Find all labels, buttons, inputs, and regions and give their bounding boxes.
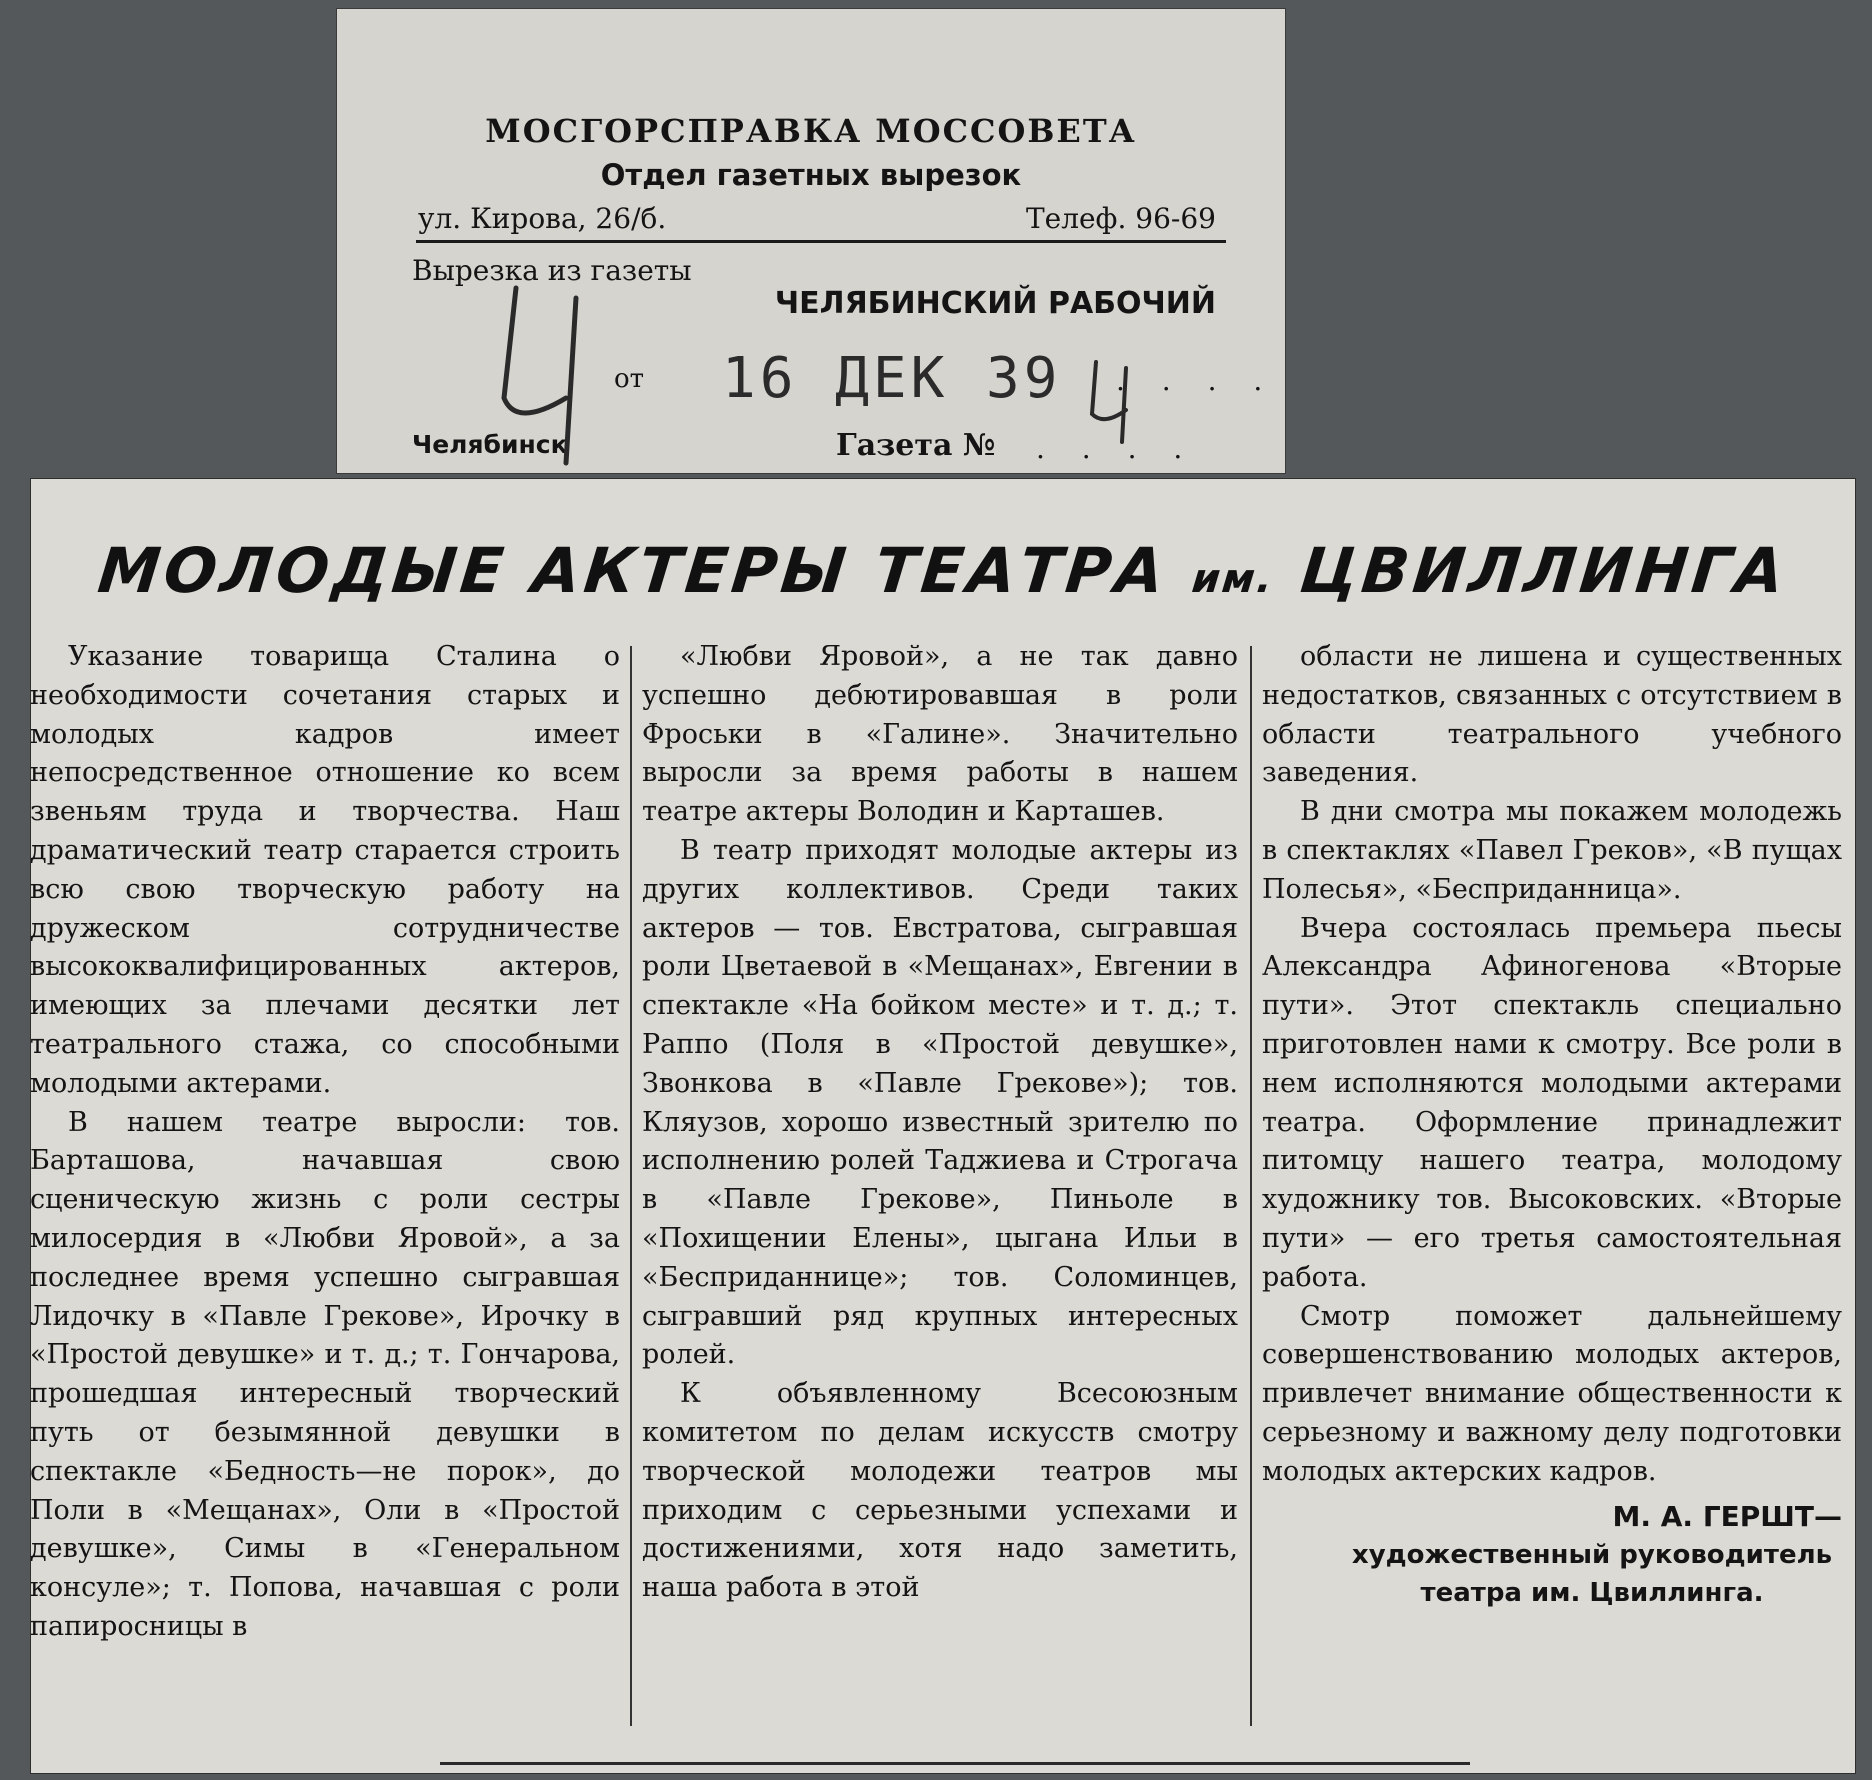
article-column-2 [642, 638, 1238, 1608]
headline-main: МОЛОДЫЕ АКТЕРЫ ТЕАТРА [94, 534, 1197, 607]
author-title: художественный руководитель театра им. Цвиллинга. [1351, 1539, 1833, 1608]
paragraph: В дни смотра мы покажем молодежь в спектаклях «Павел Греков», «В пущах Полесья», «Бесприданница». [1262, 796, 1842, 905]
author-name: М. А. ГЕРШТ— [1612, 1499, 1842, 1533]
paragraph: К объявленному Всесоюзным комитетом по делам искусств смотру творческой молодежи театров мы приходим с серьезными успехами и достижениями, хотя надо заметить, наша работа в этой [642, 1378, 1238, 1604]
date-stamp: 16 ДЕК 39 [722, 346, 1062, 411]
paragraph: Указание товарища Сталина о необходимости сочетания старых и молодых кадров имеет непосредственное отношение ко всем звеньям труда и творчества. Наш драматический театр старается строить всю свою творческую работу на дружеском сотрудничестве высококвалифицированных актеров, имеющих за плечами десятки лет театрального стажа, со способными молодыми актерами. [30, 641, 620, 1099]
bureau-phone: Телеф. 96-69 [1025, 202, 1216, 235]
cutting-from-label: Вырезка из газеты [412, 254, 692, 287]
bureau-address: ул. Кирова, 26/б. [418, 202, 667, 235]
department-name: Отдел газетных вырезок [600, 158, 1022, 192]
newspaper-clipping [30, 478, 1856, 1774]
date-dots: . . . . [1116, 364, 1277, 397]
from-label: от [614, 364, 645, 394]
paragraph: В театр приходят молодые актеры из других коллективов. Среди таких актеров — тов. Евстратова, сыгравшая роли Цветаевой в «Мещанах», Евгении в спектакле «На бойком месте» и т. д.; т. Раппо (Поля в «Простой девушке», Звонкова в «Павле Грекове»); тов. Кляузов, хорошо известный зрителю по исполнению ролей Таджиева и Строгача в «Павле Грекове», Пиньоле в «Похищении Елены», цыгана Ильи в «Бесприданнице»; тов. Соломинцев, сыгравший ряд крупных интересных ролей. [642, 834, 1238, 1371]
article-column-3 [1262, 638, 1842, 1612]
city-name: Челябинск [412, 430, 568, 459]
bottom-rule [440, 1762, 1470, 1765]
clipping-label-card [336, 8, 1286, 474]
handwritten-mark [496, 278, 606, 468]
column-divider [630, 646, 632, 1726]
paragraph: В нашем театре выросли: тов. Барташова, начавшая свою сценическую жизнь с роли сестры милосердия в «Любви Яровой», а за последнее время успешно сыгравшая Лидочку в «Павле Грекове», Ирочку в «Простой девушке» и т. д.; т. Гончарова, прошедшая интересный творческий путь от безымянной девушки в спектакле «Бедность—не порок», до Поли в «Мещанах», Оли в «Простой девушке», Симы в «Генеральном консуле»; т. Попова, начавшая с роли папиросницы в [30, 1106, 620, 1642]
article-column-1 [30, 638, 620, 1647]
headline-end: ЦВИЛЛИНГА [1271, 534, 1792, 607]
issue-label: Газета № [836, 428, 996, 463]
handwritten-mark-small [1082, 356, 1142, 446]
label-divider [416, 240, 1226, 243]
paragraph: области не лишена и существенных недостатков, связанных с отсутствием в области театрального учебного заведения. [1262, 641, 1842, 789]
column-divider [1250, 646, 1252, 1726]
newspaper-name: ЧЕЛЯБИНСКИЙ РАБОЧИЙ [774, 286, 1216, 321]
article-headline [26, 534, 1860, 607]
paragraph: Вчера состоялась премьера пьесы Александра Афиногенова «Вторые пути». Этот спектакль специально приготовлен нами к смотру. Все роли в нем исполняются молодыми актерами театра. Оформление принадлежит питомцу нашего театра, молодому художнику тов. Высоковских. «Вторые пути» — его третья самостоятельная работа. [1262, 912, 1842, 1293]
bureau-name: МОСГОРСПРАВКА МОССОВЕТА [485, 112, 1137, 150]
paragraph: «Любви Яровой», а не так давно успешно дебютировавшая в роли Фроськи в «Галине». Значительно выросли за время работы в нашем театре актеры Володин и Карташев. [642, 641, 1238, 828]
issue-dots: . . . . [1036, 432, 1197, 465]
paragraph: Смотр поможет дальнейшему совершенствованию молодых актеров, привлечет внимание общественности к серьезному и важному делу подготовки молодых актерских кадров. [1262, 1300, 1842, 1487]
headline-abbr: им. [1189, 556, 1277, 602]
author-signature [1262, 1498, 1842, 1612]
